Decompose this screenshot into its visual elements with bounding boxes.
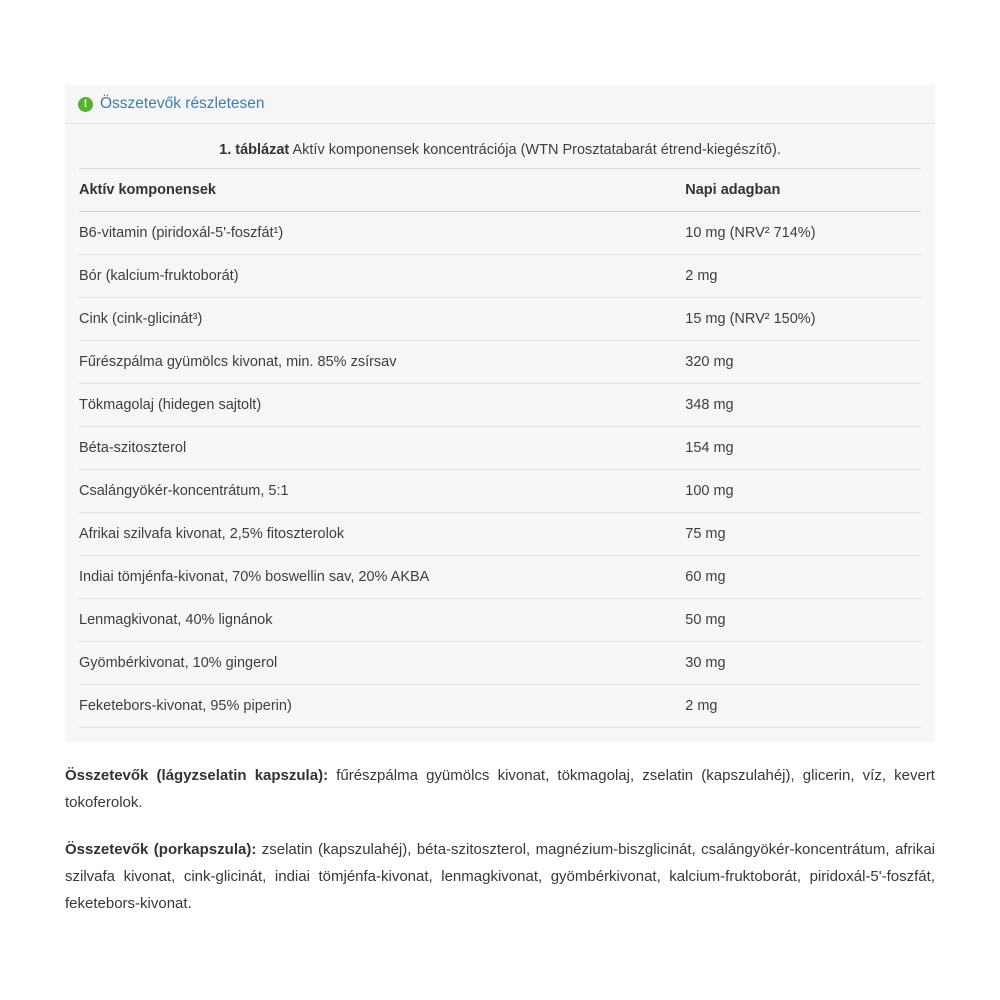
component-amount: 15 mg (NRV² 150%) (685, 298, 921, 341)
component-name: Cink (cink-glicinát³) (79, 298, 685, 341)
component-amount: 2 mg (685, 255, 921, 298)
table-caption (65, 124, 935, 168)
softgel-ingredients-paragraph (65, 762, 935, 817)
component-name: Gyömbérkivonat, 10% gingerol (79, 642, 685, 685)
component-name: B6-vitamin (piridoxál-5'-foszfát¹) (79, 212, 685, 255)
component-name: Béta-szitoszterol (79, 427, 685, 470)
table-row (79, 298, 921, 341)
exclamation-circle-icon: ! (78, 97, 93, 112)
powder-capsule-ingredients-paragraph (65, 836, 935, 918)
table-row (79, 556, 921, 599)
powder-capsule-ingredients-list: zselatin (kapszulahéj), béta-szitoszterol, magnézium-biszglicinát, csalángyökér-koncentrátum, afrikai szilvafa kivonat, cink-glicinát, indiai tömjénfa-kivonat, lenmagkivonat, gyömbérkivonat, kalcium-fruktoborát, piridoxál-5'-foszfát, feketebors-kivonat. (65, 840, 935, 913)
component-amount: 2 mg (685, 685, 921, 728)
component-amount: 100 mg (685, 470, 921, 513)
table-caption-text: Aktív komponensek koncentrációja (WTN Prosztatabarát étrend-kiegészítő). (289, 142, 781, 158)
component-amount: 75 mg (685, 513, 921, 556)
component-amount: 60 mg (685, 556, 921, 599)
component-name: Feketebors-kivonat, 95% piperin) (79, 685, 685, 728)
ingredients-paragraphs (65, 762, 935, 917)
table-row (79, 685, 921, 728)
table-row (79, 255, 921, 298)
component-name: Lenmagkivonat, 40% lignánok (79, 599, 685, 642)
panel-title[interactable]: Összetevők részletesen (100, 95, 265, 112)
component-amount: 30 mg (685, 642, 921, 685)
table-row (79, 642, 921, 685)
component-amount: 348 mg (685, 384, 921, 427)
component-name: Fűrészpálma gyümölcs kivonat, min. 85% zsírsav (79, 341, 685, 384)
softgel-ingredients-label: Összetevők (lágyzselatin kapszula): (65, 767, 329, 784)
table-caption-number: 1. táblázat (219, 142, 290, 158)
powder-capsule-ingredients-label: Összetevők (porkapszula): (65, 840, 257, 858)
ingredients-details-panel (65, 85, 935, 742)
table-row (79, 212, 921, 255)
component-name: Indiai tömjénfa-kivonat, 70% boswellin sav, 20% AKBA (79, 556, 685, 599)
table-row (79, 513, 921, 556)
table-header-row (79, 169, 921, 212)
table-row (79, 427, 921, 470)
table-row (79, 341, 921, 384)
component-name: Afrikai szilvafa kivonat, 2,5% fitoszterolok (79, 513, 685, 556)
softgel-ingredients-list: fűrészpálma gyümölcs kivonat, tökmagolaj, zselatin (kapszulahéj), glicerin, víz, kevert tokoferolok. (65, 767, 935, 812)
component-name: Tökmagolaj (hidegen sajtolt) (79, 384, 685, 427)
component-amount: 10 mg (NRV² 714%) (685, 212, 921, 255)
ingredients-details-header[interactable] (65, 85, 935, 124)
table-row (79, 470, 921, 513)
component-amount: 154 mg (685, 427, 921, 470)
component-amount: 50 mg (685, 599, 921, 642)
column-header-amount: Napi adagban (685, 169, 921, 212)
component-name: Csalángyökér-koncentrátum, 5:1 (79, 470, 685, 513)
table-row (79, 599, 921, 642)
active-components-table (79, 168, 921, 728)
table-row (79, 384, 921, 427)
component-amount: 320 mg (685, 341, 921, 384)
component-name: Bór (kalcium-fruktoborát) (79, 255, 685, 298)
column-header-component: Aktív komponensek (79, 169, 685, 212)
